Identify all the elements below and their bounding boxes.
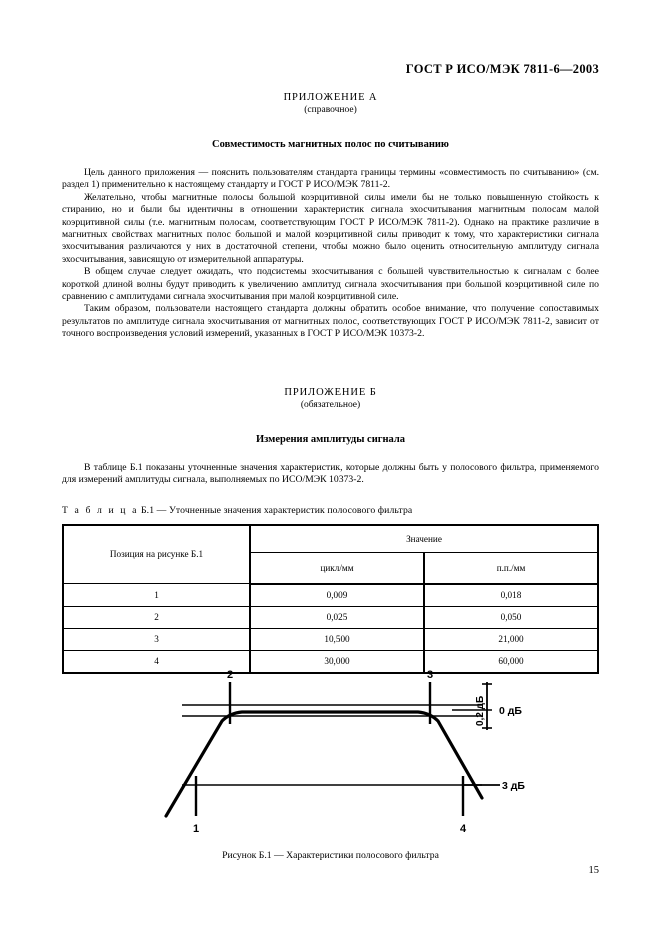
figure-label-3: 3	[426, 669, 434, 681]
cell-pp: 21,000	[424, 628, 598, 650]
annex-b-paragraph-1: В таблице Б.1 показаны уточненные значения характеристик, которые должны быть у полосового фильтра, применяемого для измерений амплитуды сигнала, выполняемых по ИСО/МЭК 10373-2.	[62, 461, 599, 486]
table-row	[63, 584, 598, 607]
cell-cycles: 0,025	[250, 606, 424, 628]
table-b1	[62, 524, 599, 674]
document-header: ГОСТ Р ИСО/МЭК 7811-6—2003	[405, 62, 599, 76]
annex-a-paragraph-2: Желательно, чтобы магнитные полосы большой коэрцитивной силы имели бы не только повышенную стойкость к стиранию, но и были бы идентичны в отношении характеристик сигнала эхосчитывания магнитным полосам малой коэрцитивной силы (т.е. магнитным полосам, соответствующим ГОСТ Р ИСО/МЭК 7811-2). Однако на практике различие в магнитных свойствах магнитных полос большой и малой коэрцитивной силы приводит к тому, что характеристики сигнала эхосчитывания различаются у них в достаточной степени, чтобы можно было оценить относительную амплитуду сигнала эхосчитывания, зависящую от измерительной аппаратуры.	[62, 191, 599, 265]
table-header-position: Позиция на рисунке Б.1	[63, 525, 250, 584]
page-number: 15	[588, 865, 599, 876]
cell-pp: 60,000	[424, 650, 598, 673]
cell-position: 4	[63, 650, 250, 673]
table-header-value-group: Значение	[250, 525, 598, 553]
table-header-unit-cycles: цикл/мм	[250, 552, 424, 584]
annex-b-subtitle: (обязательное)	[300, 399, 361, 410]
annex-a-heading: Совместимость магнитных полос по считыванию	[212, 139, 449, 150]
table-b1-caption-label: Т а б л и ц а	[62, 504, 139, 516]
cell-cycles: 30,000	[250, 650, 424, 673]
cell-cycles: 0,009	[250, 584, 424, 607]
table-b1-caption-text: Б.1 — Уточненные значения характеристик полосового фильтра	[141, 504, 413, 516]
annex-a-title: ПРИЛОЖЕНИЕ А	[283, 92, 378, 103]
cell-cycles: 10,500	[250, 628, 424, 650]
annex-b-heading: Измерения амплитуды сигнала	[255, 433, 406, 445]
cell-position: 1	[63, 584, 250, 607]
annex-a-paragraph-3: В общем случае следует ожидать, что подсистемы эхосчитывания с большей чувствительностью к сигналам с более короткой длиной волны будут приводить к увеличению амплитуд сигнала эхосчитывания при большой коэрцитивной силе по сравнению с амплитудами сигнала эхосчитывания при малой коэрцитивной силе.	[62, 266, 599, 303]
table-header-unit-pp: п.п./мм	[424, 552, 598, 584]
annex-a-paragraph-4: Таким образом, пользователи настоящего стандарта должны обратить особое внимание, что получение сопоставимых результатов по амплитуде сигнала эхосчитывания от магнитных полос, соответствующих ГОСТ Р ИСО/МЭК 7811-2, зависит от точного воспроизведения условий измерений, указанных в ГОСТ Р ИСО/МЭК 10373-2.	[62, 303, 599, 340]
cell-pp: 0,018	[424, 584, 598, 607]
annex-a-subtitle: (справочное)	[304, 105, 357, 115]
figure-b1-graphic	[62, 664, 599, 844]
annex-b-title: ПРИЛОЖЕНИЕ Б	[284, 386, 377, 398]
document-content	[62, 92, 599, 674]
annex-a-paragraph-1: Цель данного приложения — пояснить пользователям стандарта границы термины «совместимость по считыванию» (см. раздел 1) применительно к настоящему стандарту и ГОСТ Р ИСО/МЭК 7811-2.	[62, 167, 599, 191]
cell-position: 2	[63, 606, 250, 628]
table-row	[63, 628, 598, 650]
figure-label-0db: 0 дБ	[499, 705, 522, 717]
figure-label-02db: 0,2 дБ	[475, 695, 486, 726]
table-row	[63, 606, 598, 628]
cell-position: 3	[63, 628, 250, 650]
figure-label-2: 2	[226, 669, 234, 681]
figure-b1	[62, 664, 599, 861]
figure-label-1: 1	[192, 823, 200, 835]
figure-label-3db: 3 дБ	[502, 780, 525, 792]
table-header-row-1	[63, 525, 598, 553]
figure-b1-caption: Рисунок Б.1 — Характеристики полосового фильтра	[222, 850, 439, 861]
table-b1-caption	[62, 505, 599, 516]
cell-pp: 0,050	[424, 606, 598, 628]
figure-label-4: 4	[459, 823, 467, 835]
filter-response-curve	[166, 712, 482, 816]
